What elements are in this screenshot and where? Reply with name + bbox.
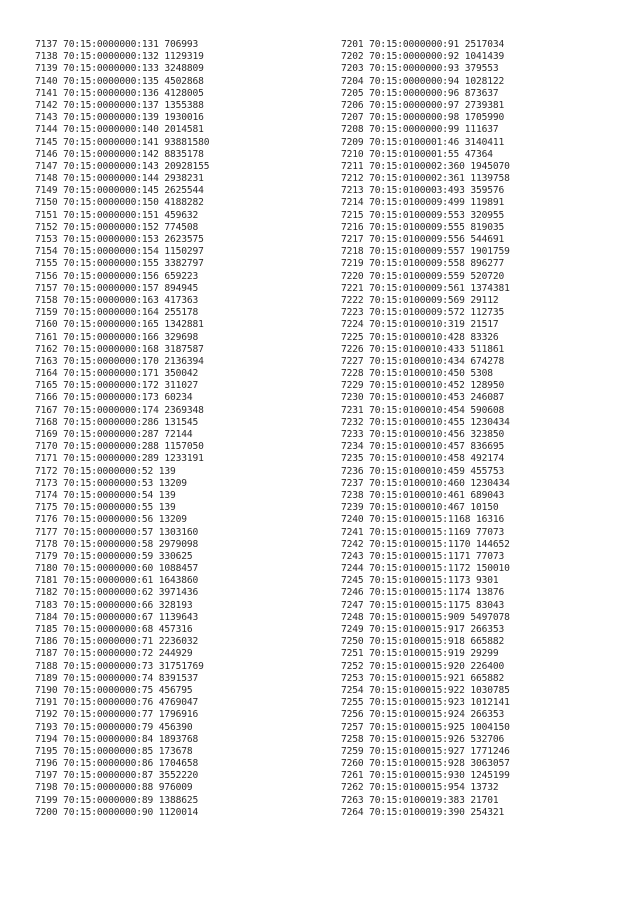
record-line: 7241 70:15:0100015:1169 77073 bbox=[341, 526, 505, 538]
record-line: 7229 70:15:0100010:452 128950 bbox=[341, 380, 505, 392]
record-line: 7259 70:15:0100015:927 1771246 bbox=[341, 745, 510, 757]
record-line: 7208 70:15:0000000:99 111637 bbox=[341, 124, 499, 136]
record-line: 7152 70:15:0000000:152 774508 bbox=[35, 221, 199, 233]
record-line: 7205 70:15:0000000:96 873637 bbox=[341, 87, 499, 99]
record-line: 7175 70:15:0000000:55 139 bbox=[35, 502, 176, 514]
record-line: 7171 70:15:0000000:289 1233191 bbox=[35, 453, 204, 465]
record-line: 7264 70:15:0100019:390 254321 bbox=[341, 806, 505, 818]
record-line: 7176 70:15:0000000:56 13209 bbox=[35, 514, 187, 526]
record-line: 7144 70:15:0000000:140 2014581 bbox=[35, 124, 204, 136]
record-line: 7158 70:15:0000000:163 417363 bbox=[35, 294, 199, 306]
record-line: 7167 70:15:0000000:174 2369348 bbox=[35, 404, 204, 416]
record-line: 7256 70:15:0100015:924 266353 bbox=[341, 709, 505, 721]
record-line: 7257 70:15:0100015:925 1004150 bbox=[341, 721, 510, 733]
record-line: 7151 70:15:0000000:151 459632 bbox=[35, 209, 199, 221]
record-line: 7166 70:15:0000000:173 60234 bbox=[35, 392, 193, 404]
record-line: 7221 70:15:0100009:561 1374381 bbox=[341, 282, 510, 294]
record-line: 7182 70:15:0000000:62 3971436 bbox=[35, 587, 199, 599]
record-line: 7148 70:15:0000000:144 2938231 bbox=[35, 173, 204, 185]
record-line: 7138 70:15:0000000:132 1129319 bbox=[35, 51, 204, 63]
record-line: 7237 70:15:0100010:460 1230434 bbox=[341, 477, 510, 489]
record-line: 7222 70:15:0100009:569 29112 bbox=[341, 294, 499, 306]
record-line: 7250 70:15:0100015:918 665882 bbox=[341, 636, 505, 648]
record-line: 7198 70:15:0000000:88 976009 bbox=[35, 782, 193, 794]
record-line: 7216 70:15:0100009:555 819035 bbox=[341, 221, 505, 233]
record-line: 7212 70:15:0100002:361 1139758 bbox=[341, 173, 510, 185]
record-line: 7177 70:15:0000000:57 1303160 bbox=[35, 526, 199, 538]
record-line: 7180 70:15:0000000:60 1088457 bbox=[35, 563, 199, 575]
record-line: 7238 70:15:0100010:461 689043 bbox=[341, 489, 505, 501]
record-line: 7150 70:15:0000000:150 4188282 bbox=[35, 197, 204, 209]
record-line: 7142 70:15:0000000:137 1355388 bbox=[35, 99, 204, 111]
record-line: 7255 70:15:0100015:923 1012141 bbox=[341, 697, 510, 709]
record-line: 7233 70:15:0100010:456 323850 bbox=[341, 429, 505, 440]
record-line: 7173 70:15:0000000:53 13209 bbox=[35, 477, 187, 489]
record-line: 7214 70:15:0100009:499 119891 bbox=[341, 197, 505, 209]
record-line: 7220 70:15:0100009:559 520720 bbox=[341, 270, 505, 282]
record-line: 7232 70:15:0100010:455 1230434 bbox=[341, 416, 510, 428]
record-line: 7258 70:15:0100015:926 532706 bbox=[341, 733, 505, 745]
record-line: 7209 70:15:0100001:46 3140411 bbox=[341, 136, 505, 148]
record-line: 7137 70:15:0000000:131 706993 bbox=[35, 39, 199, 50]
record-line: 7147 70:15:0000000:143 20928155 bbox=[35, 160, 210, 172]
record-line: 7156 70:15:0000000:156 659223 bbox=[35, 270, 199, 282]
record-line: 7145 70:15:0000000:141 93881580 bbox=[35, 136, 210, 148]
record-line: 7248 70:15:0100015:909 5497078 bbox=[341, 611, 510, 623]
record-line: 7263 70:15:0100019:383 21701 bbox=[341, 794, 499, 806]
record-line: 7174 70:15:0000000:54 139 bbox=[35, 489, 176, 501]
record-line: 7197 70:15:0000000:87 3552220 bbox=[35, 770, 199, 782]
record-line: 7184 70:15:0000000:67 1139643 bbox=[35, 611, 199, 623]
record-line: 7200 70:15:0000000:90 1120014 bbox=[35, 806, 199, 818]
record-line: 7202 70:15:0000000:92 1041439 bbox=[341, 51, 505, 63]
record-line: 7183 70:15:0000000:66 328193 bbox=[35, 599, 193, 611]
record-line: 7185 70:15:0000000:68 457316 bbox=[35, 624, 193, 635]
record-line: 7189 70:15:0000000:74 8391537 bbox=[35, 672, 199, 684]
record-line: 7193 70:15:0000000:79 456390 bbox=[35, 721, 193, 733]
record-line: 7181 70:15:0000000:61 1643860 bbox=[35, 575, 199, 587]
record-line: 7211 70:15:0100002:360 1945070 bbox=[341, 160, 510, 172]
record-line: 7203 70:15:0000000:93 379553 bbox=[341, 63, 499, 75]
record-line: 7188 70:15:0000000:73 31751769 bbox=[35, 660, 204, 672]
record-line: 7165 70:15:0000000:172 311027 bbox=[35, 380, 199, 392]
record-line: 7251 70:15:0100015:919 29299 bbox=[341, 648, 499, 660]
record-line: 7228 70:15:0100010:450 5308 bbox=[341, 368, 493, 380]
record-line: 7231 70:15:0100010:454 590608 bbox=[341, 404, 505, 416]
record-line: 7254 70:15:0100015:922 1030785 bbox=[341, 684, 510, 696]
record-line: 7170 70:15:0000000:288 1157050 bbox=[35, 441, 204, 453]
record-line: 7164 70:15:0000000:171 350042 bbox=[35, 368, 199, 380]
record-line: 7172 70:15:0000000:52 139 bbox=[35, 465, 176, 477]
record-line: 7225 70:15:0100010:428 83326 bbox=[341, 331, 499, 343]
record-line: 7153 70:15:0000000:153 2623575 bbox=[35, 234, 204, 245]
record-line: 7163 70:15:0000000:170 2136394 bbox=[35, 355, 204, 367]
record-line: 7249 70:15:0100015:917 266353 bbox=[341, 624, 505, 635]
record-line: 7191 70:15:0000000:76 4769047 bbox=[35, 697, 199, 709]
record-line: 7230 70:15:0100010:453 246087 bbox=[341, 392, 505, 404]
record-line: 7217 70:15:0100009:556 544691 bbox=[341, 234, 505, 245]
record-line: 7143 70:15:0000000:139 1930016 bbox=[35, 112, 204, 124]
record-line: 7219 70:15:0100009:558 896277 bbox=[341, 258, 505, 270]
record-line: 7252 70:15:0100015:920 226400 bbox=[341, 660, 505, 672]
record-line: 7242 70:15:0100015:1170 144652 bbox=[341, 538, 510, 550]
record-line: 7178 70:15:0000000:58 2979098 bbox=[35, 538, 199, 550]
record-line: 7149 70:15:0000000:145 2625544 bbox=[35, 185, 204, 197]
record-line: 7196 70:15:0000000:86 1704658 bbox=[35, 758, 199, 770]
record-line: 7186 70:15:0000000:71 2236032 bbox=[35, 636, 199, 648]
left-column bbox=[35, 39, 209, 819]
record-line: 7195 70:15:0000000:85 173678 bbox=[35, 745, 193, 757]
record-line: 7235 70:15:0100010:458 492174 bbox=[341, 453, 505, 465]
record-line: 7210 70:15:0100001:55 47364 bbox=[341, 148, 493, 160]
record-line: 7140 70:15:0000000:135 4502868 bbox=[35, 75, 204, 87]
record-line: 7161 70:15:0000000:166 329698 bbox=[35, 331, 199, 343]
record-line: 7154 70:15:0000000:154 1150297 bbox=[35, 246, 204, 258]
record-line: 7187 70:15:0000000:72 244929 bbox=[35, 648, 193, 660]
record-line: 7240 70:15:0100015:1168 16316 bbox=[341, 514, 505, 526]
record-line: 7243 70:15:0100015:1171 77073 bbox=[341, 550, 505, 562]
record-line: 7162 70:15:0000000:168 3187587 bbox=[35, 343, 204, 355]
record-line: 7262 70:15:0100015:954 13732 bbox=[341, 782, 499, 794]
record-line: 7245 70:15:0100015:1173 9301 bbox=[341, 575, 499, 587]
record-line: 7159 70:15:0000000:164 255178 bbox=[35, 307, 199, 319]
record-line: 7194 70:15:0000000:84 1893768 bbox=[35, 733, 199, 745]
record-line: 7190 70:15:0000000:75 456795 bbox=[35, 684, 193, 696]
record-line: 7223 70:15:0100009:572 112735 bbox=[341, 307, 505, 319]
record-line: 7226 70:15:0100010:433 511861 bbox=[341, 343, 505, 355]
right-column bbox=[341, 39, 510, 819]
record-line: 7234 70:15:0100010:457 836695 bbox=[341, 441, 505, 453]
record-line: 7146 70:15:0000000:142 8835178 bbox=[35, 148, 204, 160]
record-line: 7236 70:15:0100010:459 455753 bbox=[341, 465, 505, 477]
record-line: 7218 70:15:0100009:557 1901759 bbox=[341, 246, 510, 258]
record-line: 7227 70:15:0100010:434 674278 bbox=[341, 355, 505, 367]
record-line: 7157 70:15:0000000:157 894945 bbox=[35, 282, 199, 294]
record-line: 7244 70:15:0100015:1172 150010 bbox=[341, 563, 510, 575]
record-line: 7201 70:15:0000000:91 2517034 bbox=[341, 39, 505, 50]
record-line: 7213 70:15:0100003:493 359576 bbox=[341, 185, 505, 197]
record-line: 7169 70:15:0000000:287 72144 bbox=[35, 429, 193, 440]
record-line: 7155 70:15:0000000:155 3382797 bbox=[35, 258, 204, 270]
record-line: 7199 70:15:0000000:89 1388625 bbox=[35, 794, 199, 806]
record-line: 7192 70:15:0000000:77 1796916 bbox=[35, 709, 199, 721]
record-line: 7246 70:15:0100015:1174 13876 bbox=[341, 587, 505, 599]
record-line: 7247 70:15:0100015:1175 83043 bbox=[341, 599, 505, 611]
record-line: 7179 70:15:0000000:59 330625 bbox=[35, 550, 193, 562]
record-line: 7204 70:15:0000000:94 1028122 bbox=[341, 75, 505, 87]
record-line: 7168 70:15:0000000:286 131545 bbox=[35, 416, 199, 428]
record-line: 7160 70:15:0000000:165 1342881 bbox=[35, 319, 204, 331]
record-line: 7253 70:15:0100015:921 665882 bbox=[341, 672, 505, 684]
record-line: 7224 70:15:0100010:319 21517 bbox=[341, 319, 499, 331]
record-line: 7215 70:15:0100009:553 320955 bbox=[341, 209, 505, 221]
record-line: 7206 70:15:0000000:97 2739381 bbox=[341, 99, 505, 111]
record-line: 7260 70:15:0100015:928 3063057 bbox=[341, 758, 510, 770]
record-line: 7207 70:15:0000000:98 1705990 bbox=[341, 112, 505, 124]
record-line: 7139 70:15:0000000:133 3248809 bbox=[35, 63, 204, 75]
record-line: 7141 70:15:0000000:136 4128005 bbox=[35, 87, 204, 99]
record-line: 7261 70:15:0100015:930 1245199 bbox=[341, 770, 510, 782]
record-line: 7239 70:15:0100010:467 10150 bbox=[341, 502, 499, 514]
